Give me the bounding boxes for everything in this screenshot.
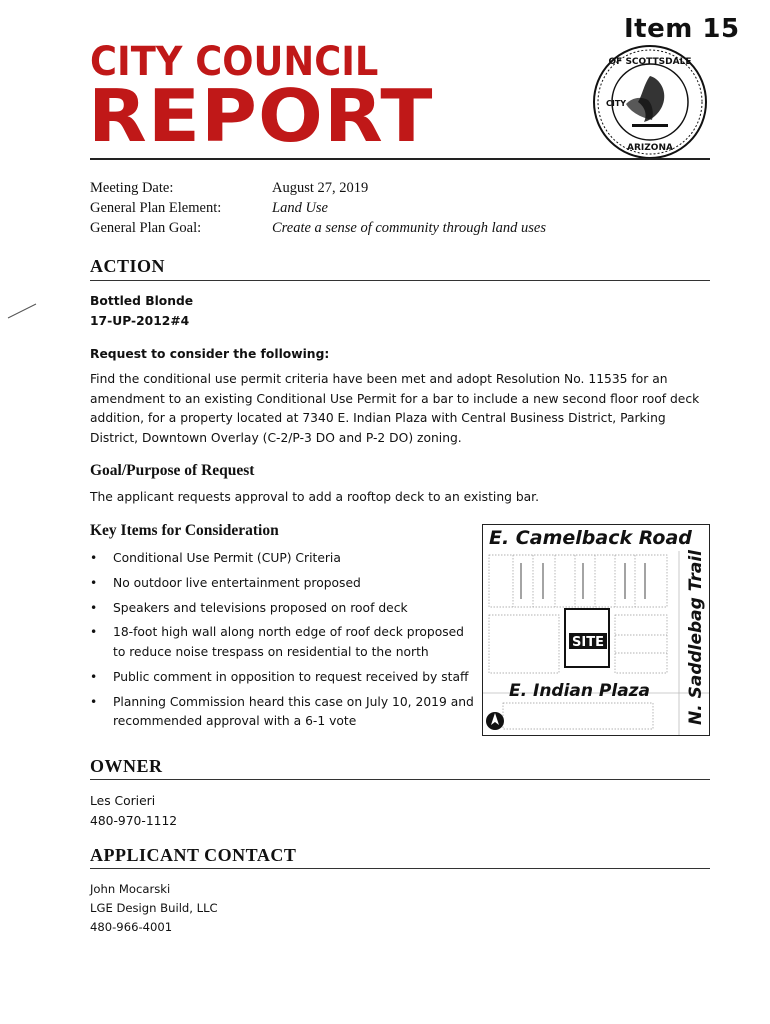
action-heading: ACTION xyxy=(90,256,166,276)
owner-name: Les Corieri xyxy=(90,794,156,808)
plan-element-value: Land Use xyxy=(272,200,328,216)
meta-labels xyxy=(90,178,221,238)
location-map xyxy=(482,524,710,736)
case-name: Bottled Blonde xyxy=(90,294,194,308)
item-number-label: Item 15 xyxy=(624,14,740,44)
road-east-label: N. Saddlebag Trail xyxy=(686,550,706,725)
case-number: 17-UP-2012#4 xyxy=(90,314,190,328)
city-seal-logo xyxy=(592,44,708,160)
key-items-list xyxy=(90,549,476,737)
owner-phone: 480-970-1112 xyxy=(90,814,178,828)
list-item: • 18-foot high wall along north edge of roof deck proposed to reduce noise trespass on residential to the north xyxy=(90,623,476,662)
site-label: SITE xyxy=(572,635,604,650)
owner-heading: OWNER xyxy=(90,756,163,776)
goal-text: The applicant requests approval to add a rooftop deck to an existing bar. xyxy=(90,490,540,504)
svg-text:OF SCOTTSDALE: OF SCOTTSDALE xyxy=(608,57,692,67)
list-item: • Speakers and televisions proposed on roof deck xyxy=(90,599,476,619)
goal-heading: Goal/Purpose of Request xyxy=(90,462,255,479)
report-title-line1: CITY COUNCIL xyxy=(90,39,379,85)
list-item: • Conditional Use Permit (CUP) Criteria xyxy=(90,549,476,569)
applicant-phone: 480-966-4001 xyxy=(90,920,173,934)
owner-divider xyxy=(90,779,710,780)
meeting-date-value: August 27, 2019 xyxy=(272,180,369,196)
list-item: • Planning Commission heard this case on July 10, 2019 and recommended approval with a 6-1 vote xyxy=(90,693,476,732)
key-items-heading: Key Items for Consideration xyxy=(90,522,279,539)
meeting-date-label: Meeting Date: xyxy=(90,180,174,196)
header-divider xyxy=(90,158,710,160)
plan-goal-value: Create a sense of community through land uses xyxy=(272,220,546,236)
applicant-name: John Mocarski xyxy=(90,882,171,896)
list-item: • No outdoor live entertainment proposed xyxy=(90,574,476,594)
stray-mark xyxy=(6,300,40,326)
report-title-line2: REPORT xyxy=(88,74,434,158)
road-north-label: E. Camelback Road xyxy=(489,527,692,549)
action-divider xyxy=(90,280,710,281)
applicant-company: LGE Design Build, LLC xyxy=(90,901,218,915)
plan-goal-label: General Plan Goal: xyxy=(90,220,202,236)
applicant-heading: APPLICANT CONTACT xyxy=(90,845,297,865)
list-item: • Public comment in opposition to request received by staff xyxy=(90,668,476,688)
meta-values xyxy=(272,178,546,238)
plan-element-label: General Plan Element: xyxy=(90,200,222,216)
svg-text:ARIZONA: ARIZONA xyxy=(627,143,673,153)
applicant-divider xyxy=(90,868,710,869)
request-heading: Request to consider the following: xyxy=(90,347,330,361)
svg-text:CITY: CITY xyxy=(606,99,627,108)
road-south-label: E. Indian Plaza xyxy=(509,681,651,701)
request-text: Find the conditional use permit criteria have been met and adopt Resolution No. 11535 for an amendment to an existing Conditional Use Permit for a bar to include a new second floor roof deck addition, for a property located at 7340 E. Indian Plaza with Central Business District, Parking District, Downtown Overlay (C-2/P-3 DO and P-2 DO) zoning. xyxy=(90,372,700,445)
